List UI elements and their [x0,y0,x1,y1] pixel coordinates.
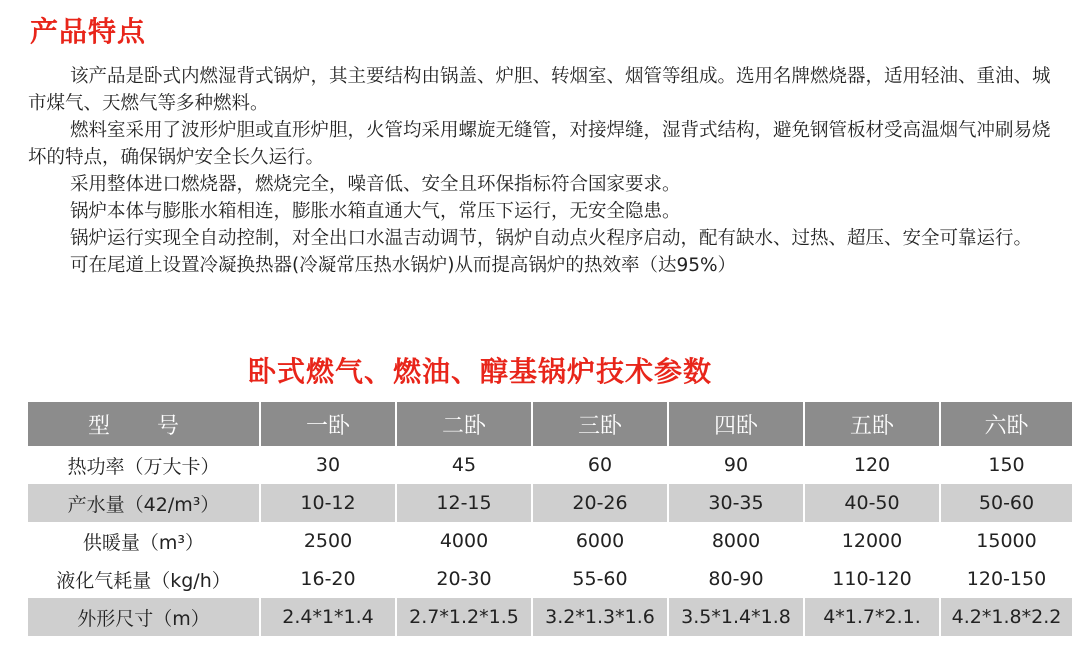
row-label: 供暖量（m³） [28,522,260,560]
table-cell: 3.2*1.3*1.6 [532,598,668,636]
features-description [28,63,1068,279]
header-cell: 五卧 [804,402,940,446]
row-label: 外形尺寸（m） [28,598,260,636]
table-cell: 10-12 [260,484,396,522]
table-cell: 2500 [260,522,396,560]
table-cell: 30 [260,446,396,484]
row-label: 液化气耗量（kg/h） [28,560,260,598]
table-cell: 20-26 [532,484,668,522]
table-cell: 15000 [940,522,1072,560]
table-cell: 150 [940,446,1072,484]
table-cell: 4000 [396,522,532,560]
table-cell: 6000 [532,522,668,560]
table-cell: 8000 [668,522,804,560]
table-cell: 4.2*1.8*2.2 [940,598,1072,636]
table-cell: 12-15 [396,484,532,522]
feature-paragraph: 锅炉运行实现全自动控制，对全出口水温吉动调节，锅炉自动点火程序启动，配有缺水、过热、超压、安全可靠运行。 [70,228,1033,249]
table-cell: 110-120 [804,560,940,598]
feature-paragraph: 可在尾道上设置冷凝换热器(冷凝常压热水锅炉)从而提高锅炉的热效率（达95%） [70,255,737,276]
feature-paragraph: 采用整体进口燃烧器，燃烧完全，噪音低、安全且环保指标符合国家要求。 [70,174,681,195]
table-cell: 12000 [804,522,940,560]
spec-table [28,402,1072,636]
table-row [28,598,1072,636]
spec-table-title: 卧式燃气、燃油、醇基锅炉技术参数 [247,355,712,388]
table-cell: 55-60 [532,560,668,598]
table-cell: 90 [668,446,804,484]
table-row [28,560,1072,598]
table-cell: 120-150 [940,560,1072,598]
feature-paragraph: 锅炉本体与膨胀水箱相连，膨胀水箱直通大气，常压下运行，无安全隐患。 [70,201,681,222]
header-cell: 六卧 [940,402,1072,446]
table-cell: 2.7*1.2*1.5 [396,598,532,636]
table-cell: 120 [804,446,940,484]
table-row [28,522,1072,560]
table-cell: 80-90 [668,560,804,598]
features-title: 产品特点 [30,15,147,48]
header-cell: 二卧 [396,402,532,446]
table-header-row [28,402,1072,446]
table-row [28,446,1072,484]
table-cell: 4*1.7*2.1. [804,598,940,636]
table-cell: 60 [532,446,668,484]
row-label: 产水量（42/m³） [28,484,260,522]
header-cell-model: 型 号 [28,402,260,446]
header-cell: 四卧 [668,402,804,446]
table-cell: 30-35 [668,484,804,522]
table-cell: 45 [396,446,532,484]
header-cell: 三卧 [532,402,668,446]
table-cell: 20-30 [396,560,532,598]
feature-paragraph: 该产品是卧式内燃湿背式锅炉，其主要结构由锅盖、炉胆、转烟室、烟管等组成。选用名牌燃烧器，适用轻油、重油、城市煤气、天燃气等多种燃料。 [28,66,1051,114]
table-cell: 2.4*1*1.4 [260,598,396,636]
table-cell: 40-50 [804,484,940,522]
table-cell: 3.5*1.4*1.8 [668,598,804,636]
table-cell: 16-20 [260,560,396,598]
header-cell: 一卧 [260,402,396,446]
row-label: 热功率（万大卡） [28,446,260,484]
table-row [28,484,1072,522]
table-cell: 50-60 [940,484,1072,522]
feature-paragraph: 燃料室采用了波形炉胆或直形炉胆，火管均采用螺旋无缝管，对接焊缝，湿背式结构，避免钢管板材受高温烟气冲刷易烧坏的特点，确保锅炉安全长久运行。 [28,120,1051,168]
